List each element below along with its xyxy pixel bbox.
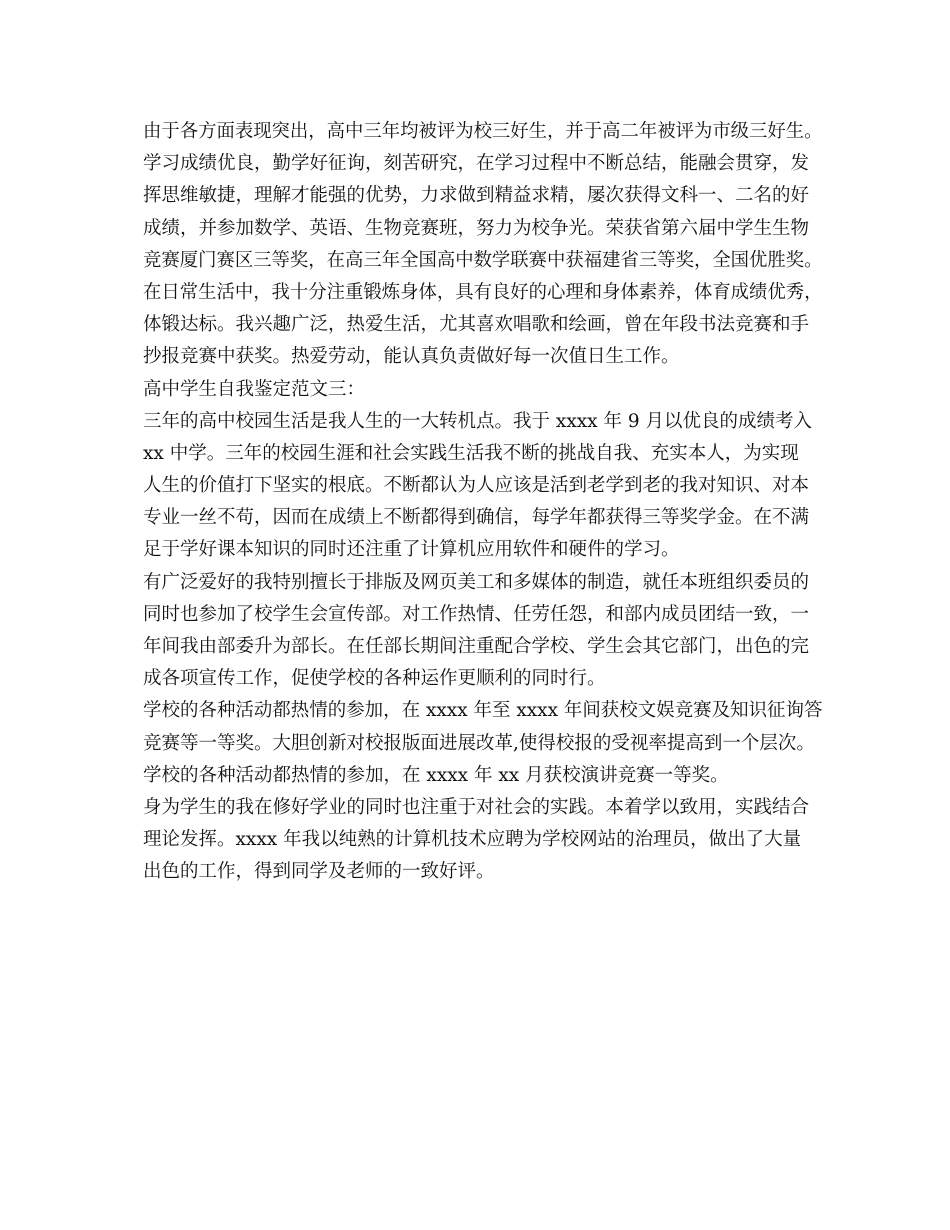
text-line: xx 中学。三年的校园生涯和社会实践生活我不断的挑战自我、充实本人，为实现 xyxy=(143,442,799,464)
document-body xyxy=(143,116,823,889)
text-line: 三年的高中校园生活是我人生的一大转机点。我于 xxxx 年 9 月以优良的成绩考入 xyxy=(143,410,813,432)
text-line: 有广泛爱好的我特别擅长于排版及网页美工和多媒体的制造，就任本班组织委员的 xyxy=(143,571,810,593)
text-line: 成各项宣传工作，促使学校的各种运作更顺利的同时行。 xyxy=(143,668,606,690)
text-line: 学校的各种活动都热情的参加，在 xxxx 年 xx 月获校演讲竞赛一等奖。 xyxy=(143,764,729,786)
text-line: 由于各方面表现突出，高中三年均被评为校三好生，并于高二年被评为市级三好生。 xyxy=(143,121,823,142)
text-line: 学习成绩优良，勤学好征询，刻苦研究，在学习过程中不断总结，能融会贯穿，发 xyxy=(143,153,810,175)
text-line: 年间我由部委升为部长。在任部长期间注重配合学校、学生会其它部门，出色的完 xyxy=(143,636,810,657)
text-line: 竞赛厦门赛区三等奖，在高三年全国高中数学联赛中获福建省三等奖，全国优胜奖。 xyxy=(143,249,823,271)
text-line: 抄报竞赛中获奖。热爱劳动，能认真负责做好每一次值日生工作。 xyxy=(143,346,680,368)
text-line: 体锻达标。我兴趣广泛，热爱生活，尤其喜欢唱歌和绘画，曾在年段书法竞赛和手 xyxy=(143,314,810,336)
text-line: 竞赛等一等奖。大胆创新对校报版面进展改革,使得校报的受视率提高到一个层次。 xyxy=(143,732,815,754)
text-line: 人生的价值打下坚实的根底。不断都认为人应该是活到老学到老的我对知识、对本 xyxy=(143,475,810,497)
text-line: 足于学好课本知识的同时还注重了计算机应用软件和硬件的学习。 xyxy=(143,539,680,561)
text-line: 专业一丝不苟，因而在成绩上不断都得到确信，每学年都获得三等奖学金。在不满 xyxy=(143,507,810,529)
text-line: 在日常生活中，我十分注重锻炼身体，具有良好的心理和身体素养，体育成绩优秀， xyxy=(143,281,823,303)
text-line: 身为学生的我在修好学业的同时也注重于对社会的实践。本着学以致用，实践结合 xyxy=(143,796,810,818)
text-line: 理论发挥。xxxx 年我以纯熟的计算机技术应聘为学校网站的治理员，做出了大量 xyxy=(143,829,802,851)
text-line: 学校的各种活动都热情的参加，在 xxxx 年至 xxxx 年间获校文娱竞赛及知识征询答 xyxy=(143,700,823,722)
text-line: 出色的工作，得到同学及老师的一致好评。 xyxy=(143,861,495,883)
text-line: 同时也参加了校学生会宣传部。对工作热情、任劳任怨，和部内成员团结一致，一 xyxy=(143,603,810,625)
text-line: 成绩，并参加数学、英语、生物竞赛班，努力为校争光。荣获省第六届中学生生物 xyxy=(143,217,810,239)
section-heading: 高中学生自我鉴定范文三： xyxy=(143,378,366,400)
text-line: 挥思维敏捷，理解才能强的优势，力求做到精益求精，屡次获得文科一、二名的好 xyxy=(143,185,810,207)
